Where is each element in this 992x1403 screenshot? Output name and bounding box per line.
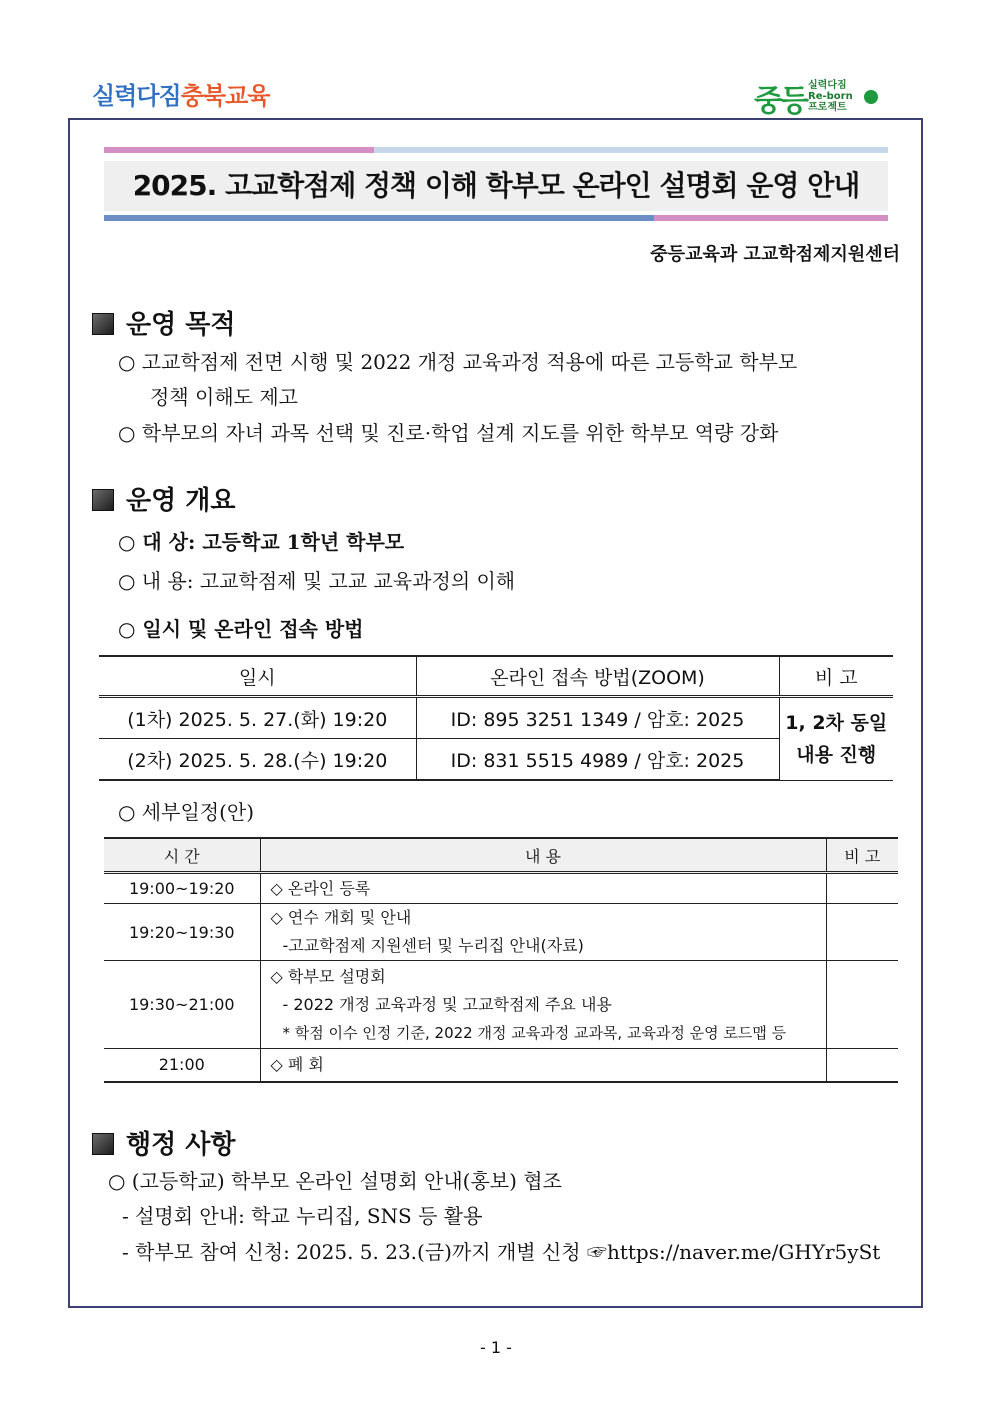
purpose-item-1-line-2: 정책 이해도 제고	[150, 385, 298, 409]
title-bar-bottom-blue	[104, 215, 654, 221]
page-number: - 1 -	[480, 1338, 512, 1357]
access-header-date: 일시	[99, 656, 416, 697]
title-bar-bottom-pink	[654, 215, 888, 221]
purpose-item-2: ○ 학부모의 자녀 과목 선택 및 진로·학업 설계 지도를 위한 학부모 역량 강화	[118, 421, 779, 445]
schedule-header-content: 내 용	[260, 838, 826, 873]
table-row: (2차) 2025. 5. 28.(수) 19:20 ID: 831 5515 4989 / 암호: 2025	[99, 739, 893, 781]
table-row: 21:00 ◇ 폐 회	[104, 1049, 898, 1082]
access-note: 1, 2차 동일 내용 진행	[779, 697, 893, 781]
square-bullet-icon	[92, 313, 114, 335]
table-row: 19:20~19:30 ◇ 연수 개회 및 안내 -고교학점제 지원센터 및 누리집 안내(자료)	[104, 904, 898, 961]
admin-item-2: - 설명회 안내: 학교 누리집, SNS 등 활용	[122, 1204, 483, 1228]
overview-schedule-heading: ○ 일시 및 온라인 접속 방법	[118, 617, 364, 641]
department-name: 중등교육과 고교학점제지원센터	[650, 244, 900, 265]
table-row: 19:30~21:00 ◇ 학부모 설명회 - 2022 개정 교육과정 및 고교학점제 주요 내용 * 학점 이수 인정 기준, 2022 개정 교육과정 교과목, 교육과정 운영 로드맵 등	[104, 961, 898, 1049]
section-heading-overview: 운영 개요	[92, 480, 236, 517]
logo-reborn-project: 중등 실력다짐 Re-born 프로젝트	[754, 78, 894, 118]
access-header-zoom: 온라인 접속 방법(ZOOM)	[416, 656, 779, 697]
table-row: 19:00~19:20 ◇ 온라인 등록	[104, 873, 898, 904]
reborn-mark-icon	[864, 90, 878, 104]
title-bar-top-pink	[104, 147, 374, 153]
logo-chungbuk-education: 실력다짐충북교육	[92, 82, 270, 110]
page-title: 2025. 고교학점제 정책 이해 학부모 온라인 설명회 운영 안내	[104, 161, 888, 211]
overview-target: ○ 대 상: 고등학교 1학년 학부모	[118, 530, 405, 554]
purpose-item-1-line-1: ○ 고교학점제 전면 시행 및 2022 개정 교육과정 적용에 따른 고등학교 학부모	[118, 350, 798, 374]
title-bar-top-light	[374, 147, 888, 153]
overview-detail-heading: ○ 세부일정(안)	[118, 800, 255, 824]
square-bullet-icon	[92, 489, 114, 511]
access-header-note: 비 고	[779, 656, 893, 697]
section-heading-admin: 행정 사항	[92, 1124, 236, 1161]
admin-item-1: ○ (고등학교) 학부모 온라인 설명회 안내(홍보) 협조	[108, 1169, 562, 1193]
square-bullet-icon	[92, 1133, 114, 1155]
section-heading-purpose: 운영 목적	[92, 304, 236, 341]
admin-item-3: - 학부모 참여 신청: 2025. 5. 23.(금)까지 개별 신청 ☞https://naver.me/GHYr5ySt	[122, 1240, 881, 1264]
table-row: (1차) 2025. 5. 27.(화) 19:20 ID: 895 3251 1349 / 암호: 2025 1, 2차 동일 내용 진행	[99, 697, 893, 739]
overview-content: ○ 내 용: 고교학점제 및 고교 교육과정의 이해	[118, 569, 516, 593]
schedule-header-note: 비 고	[826, 838, 898, 873]
access-table	[99, 655, 893, 781]
schedule-header-time: 시 간	[104, 838, 260, 873]
schedule-table	[104, 837, 898, 1083]
